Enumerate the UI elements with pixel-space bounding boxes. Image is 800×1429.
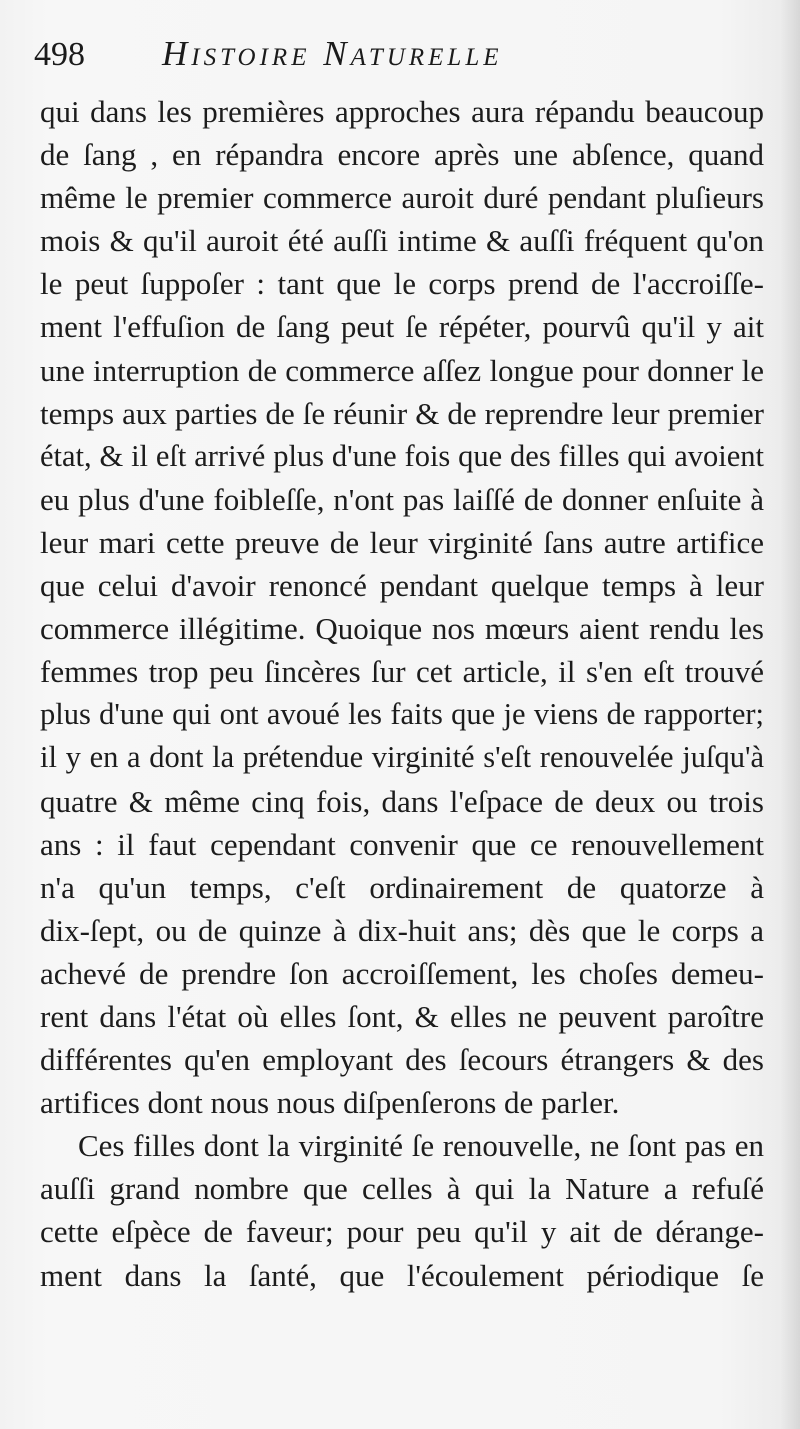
text-line: ment l'effuſion de ſang peut ſe répéter, pourvû qu'il y ait bbox=[40, 309, 764, 345]
running-head bbox=[34, 30, 774, 86]
text-line: n'a qu'un temps, c'eſt ordinairement de quatorze à bbox=[40, 869, 764, 905]
text-line: auſſi grand nombre que celles à qui la Nature a refuſé bbox=[40, 1171, 764, 1207]
body-text bbox=[40, 90, 764, 1297]
text-line: artifices dont nous nous diſpenſerons de parler. bbox=[40, 1085, 620, 1121]
text-line: même le premier commerce auroit duré pendant pluſieurs bbox=[40, 180, 764, 216]
text-line: état, & il eſt arrivé plus d'une fois que des filles qui avoient bbox=[40, 438, 764, 473]
text-line: femmes trop peu ſincères ſur cet article, il s'en eſt trouvé bbox=[40, 654, 764, 690]
text-line: quatre & même cinq fois, dans l'eſpace de deux ou trois bbox=[40, 783, 764, 819]
text-line: qui dans les premières approches aura répandu beaucoup bbox=[40, 94, 764, 129]
text-line: eu plus d'une foibleſſe, n'ont pas laiſſé de donner enſuite à bbox=[40, 481, 764, 517]
text-line: le peut ſuppoſer : tant que le corps prend de l'accroiſſe- bbox=[40, 266, 764, 302]
text-line: ans : il faut cependant convenir que ce renouvellement bbox=[40, 826, 764, 862]
text-line: dix-ſept, ou de quinze à dix-huit ans; dès que le corps a bbox=[40, 912, 764, 948]
text-line: il y en a dont la prétendue virginité s'eſt renouvelée juſqu'à bbox=[40, 740, 764, 775]
text-line: mois & qu'il auroit été auſſi intime & auſſi fréquent qu'on bbox=[40, 223, 764, 259]
text-line: que celui d'avoir renoncé pendant quelque temps à leur bbox=[40, 568, 764, 604]
text-line: une interruption de commerce aſſez longue pour donner le bbox=[40, 352, 764, 388]
text-line: commerce illégitime. Quoique nos mœurs aient rendu les bbox=[40, 611, 764, 647]
text-line: rent dans l'état où elles ſont, & elles ne peuvent paroître bbox=[40, 998, 764, 1034]
text-line: de ſang , en répandra encore après une abſence, quand bbox=[40, 137, 764, 173]
text-line: plus d'une qui ont avoué les faits que je viens de rapporter; bbox=[40, 697, 764, 732]
text-line: ment dans la ſanté, que l'écoulement périodique ſe bbox=[40, 1257, 764, 1293]
text-line: différentes qu'en employant des ſecours étrangers & des bbox=[40, 1042, 764, 1078]
text-line: achevé de prendre ſon accroiſſement, les choſes demeu- bbox=[40, 955, 764, 991]
running-title: Histoire Naturelle bbox=[162, 34, 503, 73]
text-line: temps aux parties de ſe réunir & de reprendre leur premier bbox=[40, 395, 764, 431]
text-line: leur mari cette preuve de leur virginité ſans autre artifice bbox=[40, 524, 764, 560]
paragraph-start-line: Ces filles dont la virginité ſe renouvelle, ne ſont pas en bbox=[78, 1128, 764, 1164]
text-line: cette eſpèce de faveur; pour peu qu'il y ait de dérange- bbox=[40, 1214, 764, 1250]
page-number: 498 bbox=[34, 36, 85, 73]
